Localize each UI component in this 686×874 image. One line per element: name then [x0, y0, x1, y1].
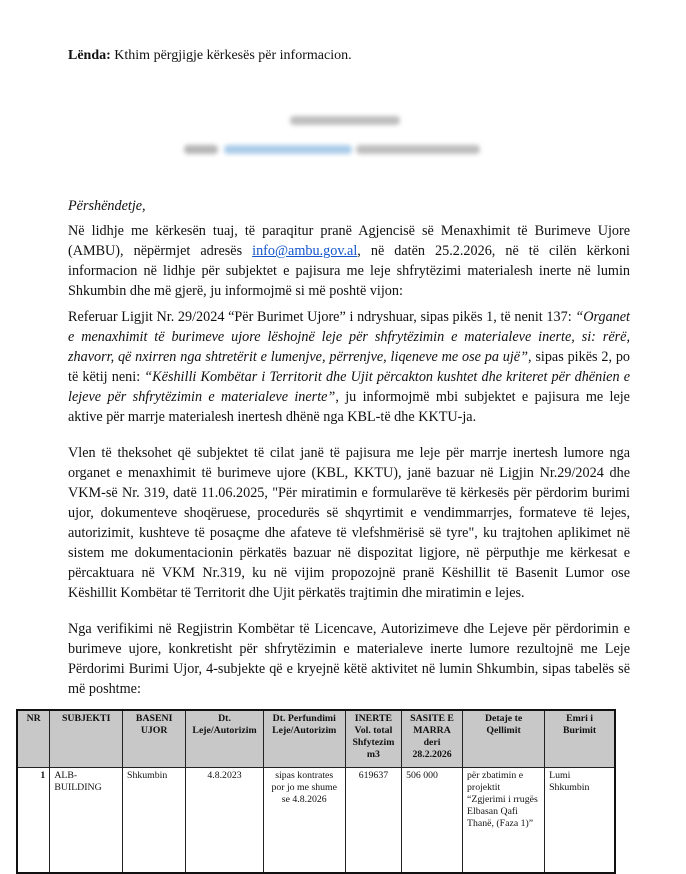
cell-nr: 1 [17, 768, 50, 874]
header-subjekti: SUBJEKTI [50, 710, 123, 768]
quote-article-2: “Këshilli Kombëtar i Territorit dhe Ujit përcakton kushtet dhe kriteret për dhënien e lejeve për shfrytëzimin e materialeve inerte” [68, 369, 630, 405]
quote-article-1: “Organet e menaxhimit të burimeve ujore lëshojnë leje për shfrytëzimin e materialeve inerte, si: rërë, zhavorr, që nxirren nga shtretërit e lumenjve, përrenjve, liqeneve me ose pa ujë” [68, 309, 630, 365]
header-emri: Emri i Burimit [545, 710, 615, 768]
greeting: Përshëndetje, [68, 198, 146, 214]
subject-label: Lënda: [68, 48, 111, 63]
cell-sasite: 506 000 [402, 768, 463, 874]
header-baseni: BASENI UJOR [123, 710, 186, 768]
paragraph-vkm: Vlen të theksohet që subjektet të cilat janë të pajisura me leje për marrje inertesh lumore nga organet e menaxhimit të burimeve ujore (KBL, KKTU), janë bazuar në Ligjin Nr.29/2024 dhe VKM-së Nr. 319, datë 11.06.2025, "Për miratimin e formularëve të kërkesës për përdorim burimi ujor, dokumenteve shoqëruese, procedurës së shqyrtimit e vendimmarrjes, formateve të lejes, autorizimit, kushteve të posaçme dhe afateve të vlefshmërisë së tyre", ku trajtohen aplikimet në sistem me dokumentacionin përkatës bazuar në dispozitat ligjore, në përputhje me kërkesat e përcaktuara në VKM Nr.319, ku në vijim propozojnë pranë Këshillit të Basenit Lumor ose Këshillit Kombëtar të Territorit dhe Ujit përkatës trajtimin dhe miratimin e lejes. [68, 445, 630, 601]
cell-baseni: Shkumbin [123, 768, 186, 874]
header-inerte: INERTE Vol. total Shfytezim m3 [345, 710, 401, 768]
redacted-line-1 [290, 116, 400, 125]
permits-table-wrapper [16, 709, 636, 874]
table-header-row [17, 710, 615, 768]
paragraph-text: Referuar Ligjit Nr. 29/2024 “Për Burimet Ujore” i ndryshuar, sipas pikës 1, të nenit 137: [68, 309, 576, 325]
cell-detaje: për zbatimin e projektit “Zgjerimi i rrugës Elbasan Qafi Thanë, (Faza 1)” [463, 768, 545, 874]
redacted-phone [356, 145, 480, 154]
paragraph-text: , sipas pikës 2, po të këtij neni: [68, 349, 631, 385]
header-dt-leje: Dt. Leje/Autorizim [186, 710, 263, 768]
paragraph-registry: Nga verifikimi në Regjistrin Kombëtar të Licencave, Autorizimeve dhe Lejeve për përdorimin e burimeve ujore, konkretisht për shfrytëzimin e materialeve inerte lumore rezultojnë me Leje Përdorimi Burimi Ujor, 4-subjekte që e kryejnë këtë aktivitet në lumin Shkumbin, sipas tabelës së më poshtme: [68, 621, 630, 697]
cell-emri: Lumi Shkumbin [545, 768, 615, 874]
cell-dt-leje: 4.8.2023 [186, 768, 263, 874]
cell-inerte: 619637 [345, 768, 401, 874]
paragraph-text: , ju informojmë mbi subjektet e pajisura me leje aktive për marrje materialesh inertesh dhënë nga KBL-të dhe KKTU-ja. [68, 389, 630, 425]
header-detaje: Detaje te Qellimit [463, 710, 545, 768]
email-link[interactable]: info@ambu.gov.al [252, 243, 358, 259]
subject-text: Kthim përgjigje kërkesës për informacion. [114, 48, 352, 63]
subject-line [68, 47, 630, 65]
cell-subjekti: ALB-BUILDING [50, 768, 123, 874]
header-sasite: SASITE E MARRA deri 28.2.2026 [402, 710, 463, 768]
header-dt-perfundimi: Dt. Perfundimi Leje/Autorizim [263, 710, 345, 768]
document-page [26, 0, 631, 874]
permits-table [16, 709, 616, 874]
paragraph-request [68, 221, 630, 301]
cell-dt-perfundimi: sipas kontrates por jo me shume se 4.8.2026 [263, 768, 345, 874]
redacted-email-link [224, 145, 352, 154]
table-row [17, 768, 615, 874]
redacted-email-label [184, 145, 218, 154]
paragraph-legal-basis [68, 307, 630, 427]
paragraph-text: Në lidhje me kërkesën tuaj, të paraqitur pranë Agjencisë së Menaxhimit të Burimeve Ujore (AMBU), nëpërmjet adresës [68, 223, 630, 259]
redacted-contact-block [68, 111, 630, 167]
paragraph-text: , në datën 25.2.2026, në të cilën kërkoni informacion në lidhje për subjektet e pajisura me leje shfrytëzimi materialesh inerte në lumin Shkumbin dhe më gjerë, ju informojmë si më poshtë vijon: [68, 243, 630, 299]
header-nr: NR [17, 710, 50, 768]
